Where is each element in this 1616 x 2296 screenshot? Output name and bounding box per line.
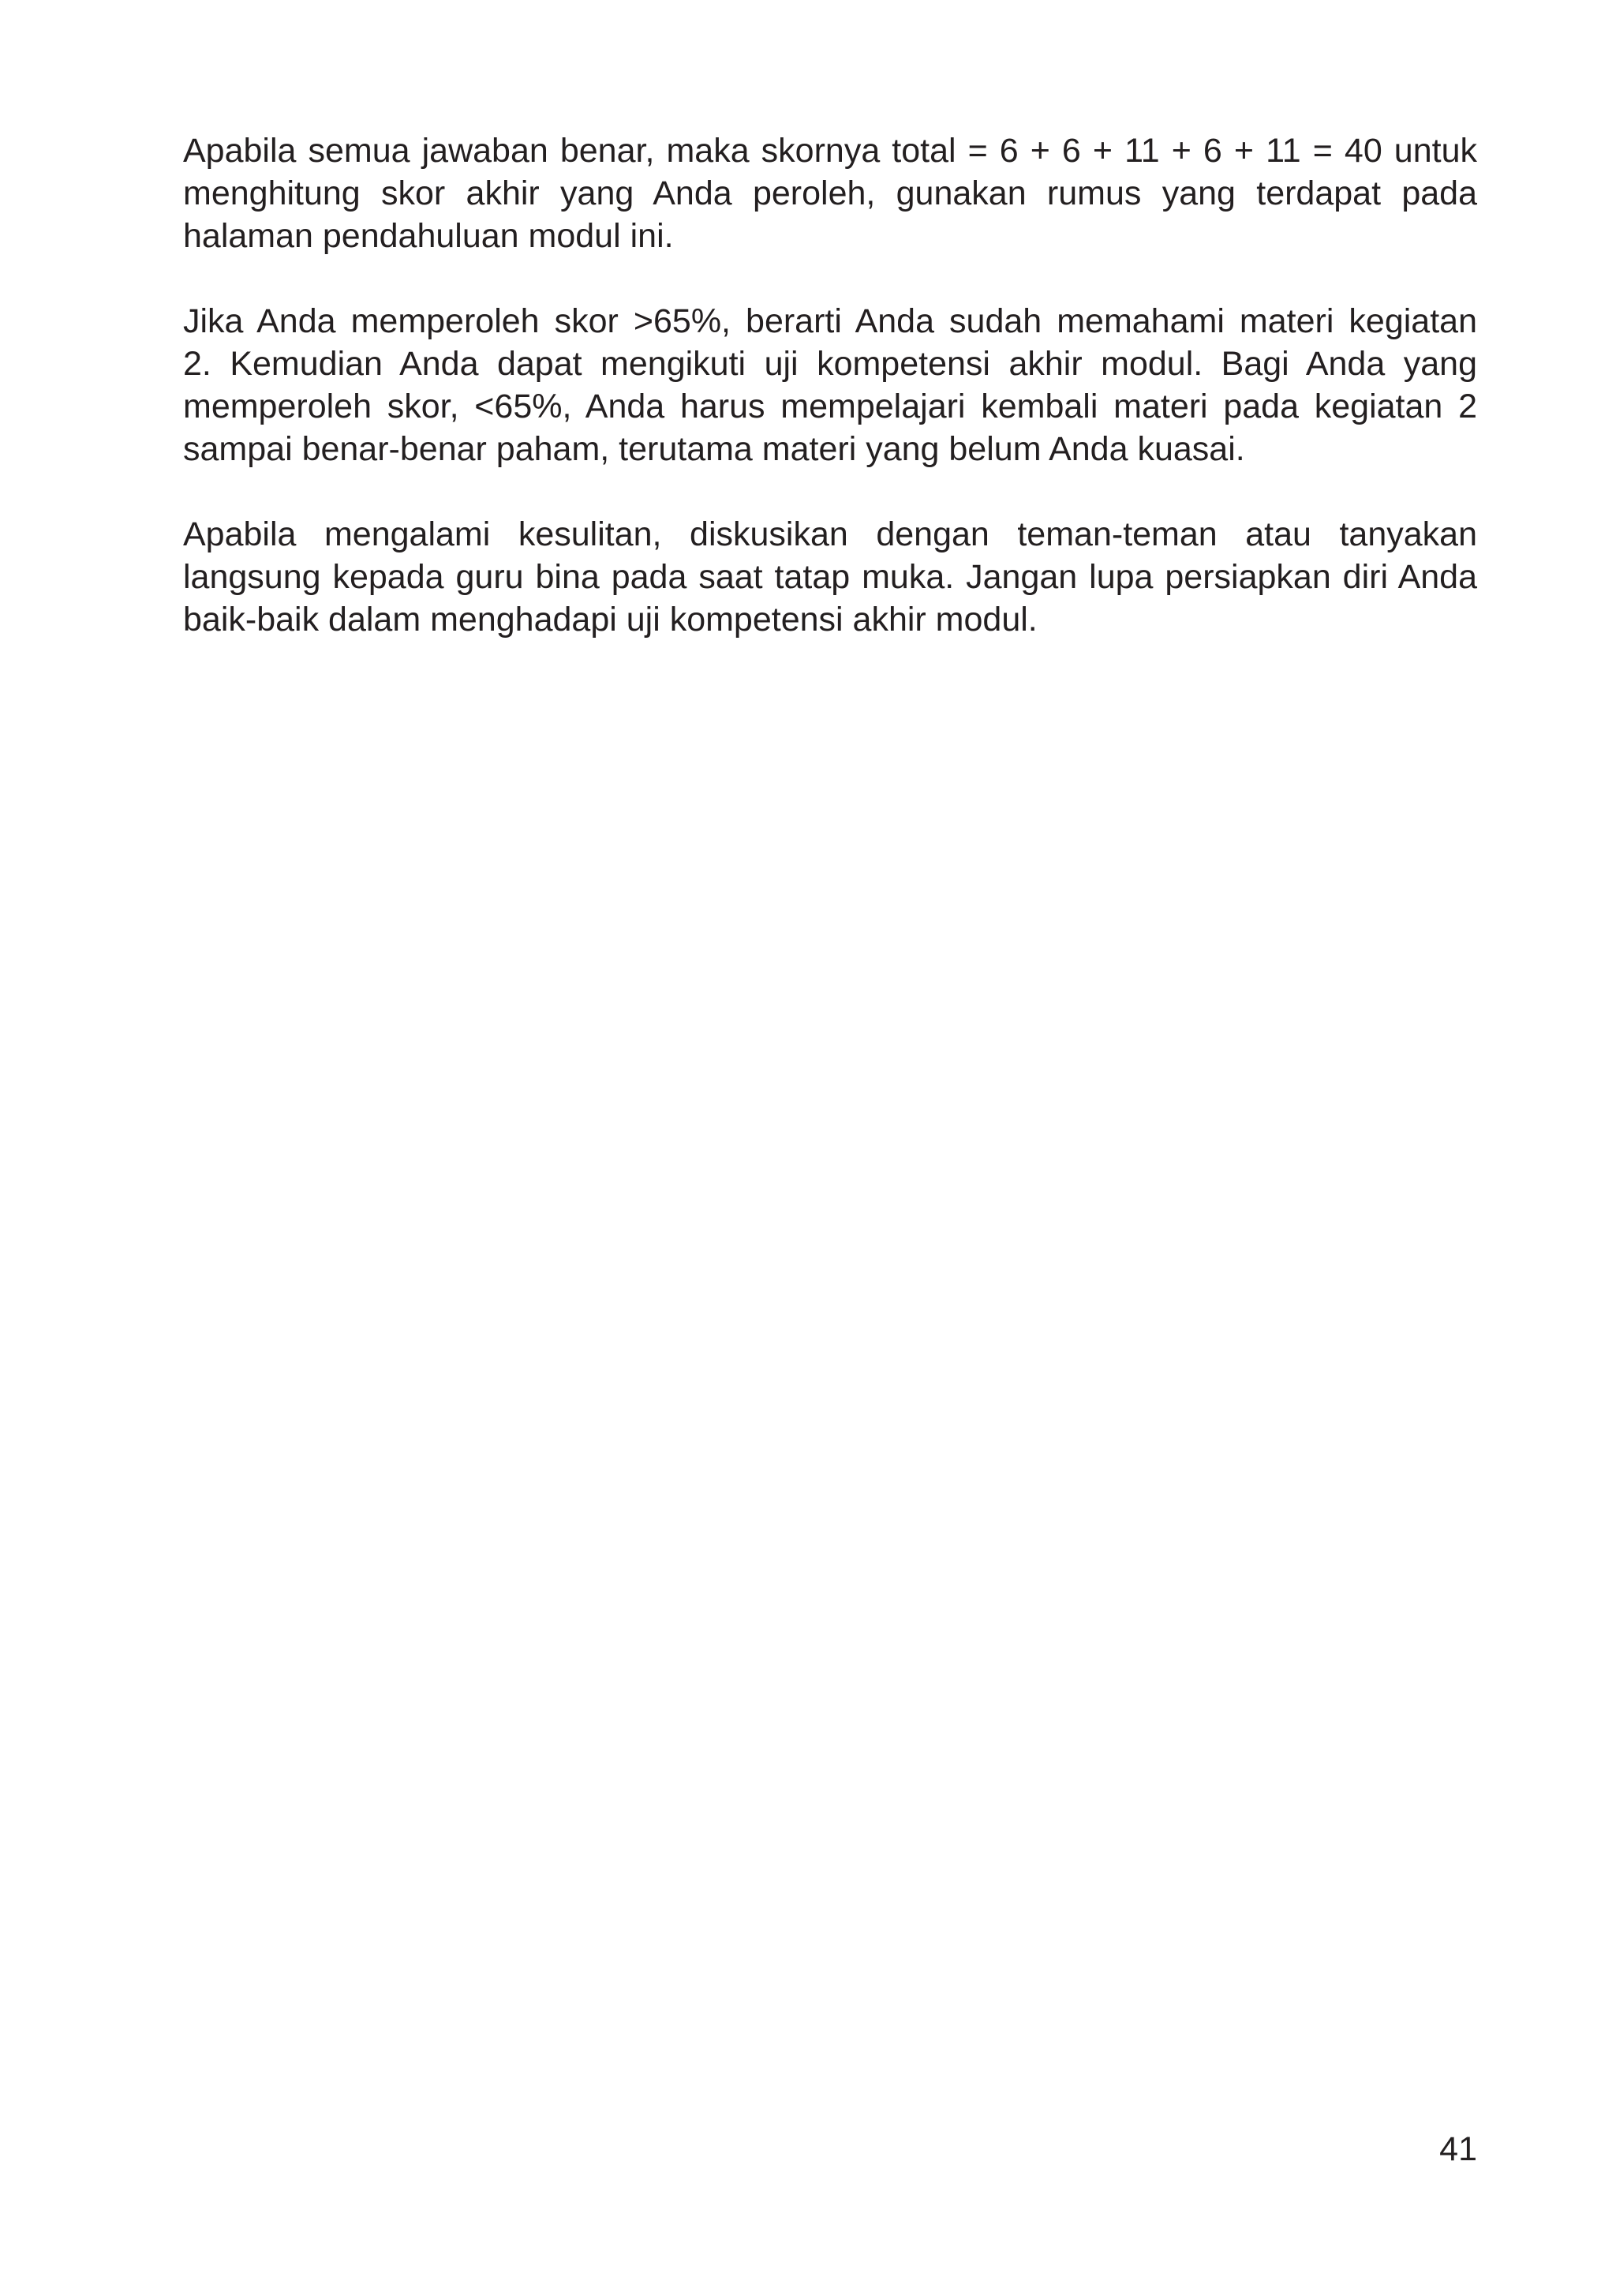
text-line: baik-baik dalam menghadapi uji kompetensi akhir modul. (183, 601, 1038, 639)
text-line: memperoleh skor, <65%, Anda harus mempelajari kembali materi pada kegiatan 2 (183, 388, 1477, 425)
paragraph-score-total (183, 129, 1477, 257)
text-line: Apabila mengalami kesulitan, diskusikan dengan teman-teman atau tanyakan (183, 515, 1477, 553)
text-line: Jika Anda memperoleh skor >65%, berarti Anda sudah memahami materi kegiatan (183, 302, 1477, 340)
page-number: 41 (1439, 2130, 1477, 2168)
text-line: sampai benar-benar paham, terutama materi yang belum Anda kuasai. (183, 430, 1245, 468)
paragraph-score-threshold (183, 300, 1477, 470)
text-line: halaman pendahuluan modul ini. (183, 217, 674, 255)
body-text (183, 129, 1477, 684)
text-line: Apabila semua jawaban benar, maka skornya total = 6 + 6 + 11 + 6 + 11 = 40 untuk (183, 132, 1477, 170)
text-line: menghitung skor akhir yang Anda peroleh, gunakan rumus yang terdapat pada (183, 174, 1477, 212)
paragraph-difficulty-advice (183, 513, 1477, 641)
text-line: 2. Kemudian Anda dapat mengikuti uji kompetensi akhir modul. Bagi Anda yang (183, 345, 1477, 383)
text-line: langsung kepada guru bina pada saat tatap muka. Jangan lupa persiapkan diri Anda (183, 558, 1477, 596)
